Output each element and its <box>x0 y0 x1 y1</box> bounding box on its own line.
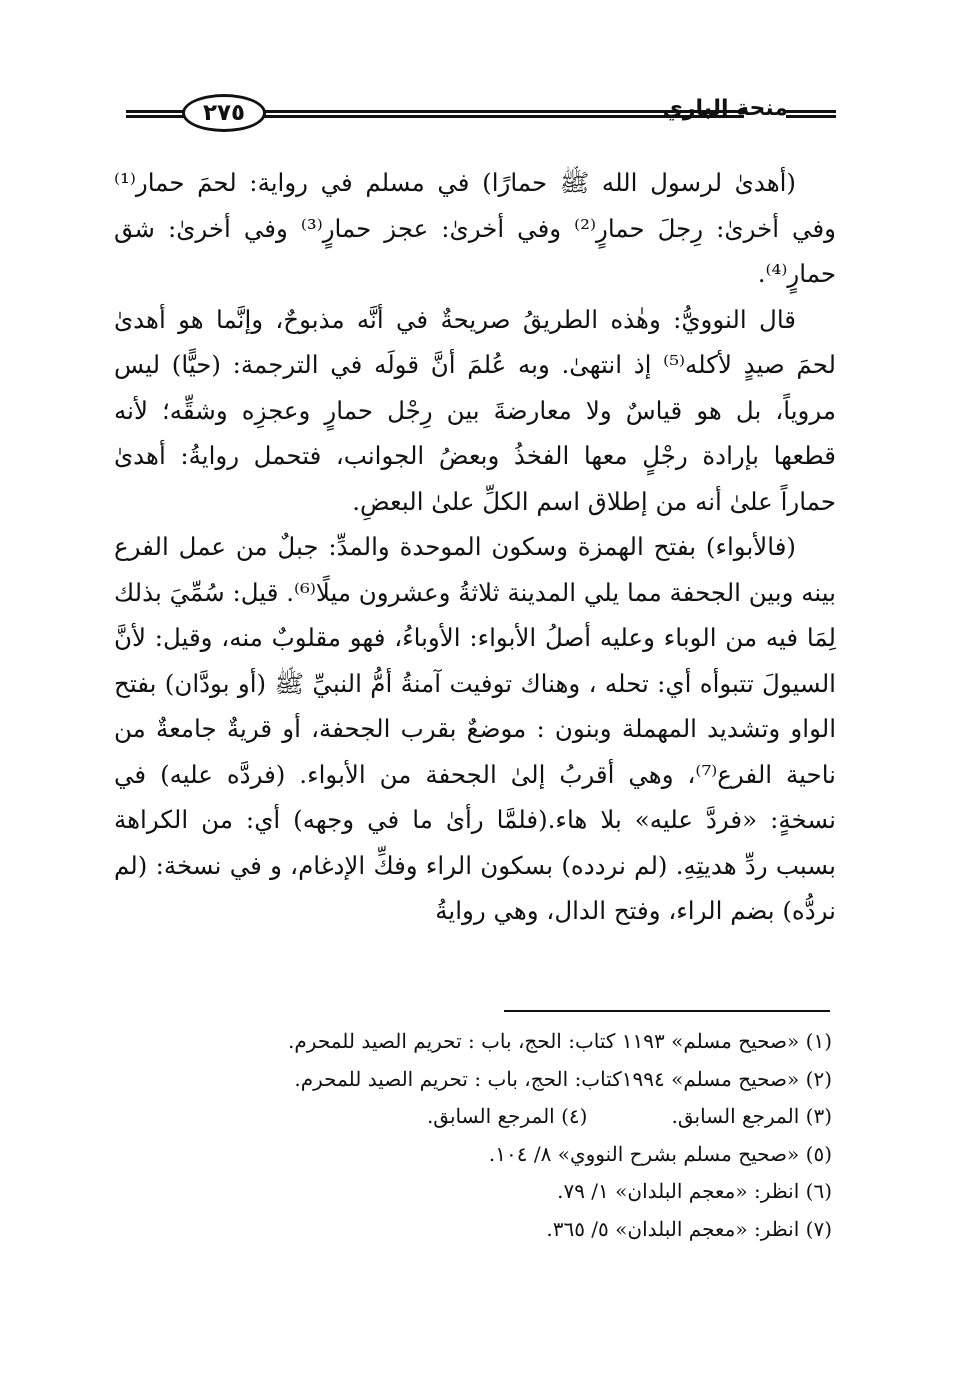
footnote-6: (٦) انظر: «معجم البلدان» ١/ ٧٩. <box>557 1179 832 1203</box>
footnote-5: (٥) «صحيح مسلم بشرح النووي» ٨/ ١٠٤. <box>488 1141 832 1166</box>
footnotes <box>140 1023 832 1248</box>
footnote-2: (٢) «صحيح مسلم» ١٩٩٤كتاب: الحج، باب : تحريم الصيد للمحرم. <box>294 1066 832 1091</box>
footnote-3: (٣) المرجع السابق. <box>671 1104 832 1128</box>
footnote-4: (٤) المرجع السابق. <box>426 1104 588 1128</box>
page-header <box>126 92 836 138</box>
header-rule-right <box>786 110 836 118</box>
footnote-7: (٧) انظر: «معجم البلدان» ٥/ ٣٦٥. <box>546 1216 832 1241</box>
footnote-1: (١) «صحيح مسلم» ١١٩٣ كتاب: الحج، باب : تحريم الصيد للمحرم. <box>288 1029 832 1053</box>
book-title: منحة الباري <box>662 96 788 121</box>
paragraph: قال النوويُّ: وهٰذه الطريقُ صريحةٌ في أنَّه مذبوحٌ، وإنَّما هو أهدىٰ لحمَ صيدٍ لأكله⁽⁵⁾ إذ انتهىٰ. وبه عُلمَ أنَّ قولَه في الترجمة: (حيًّا) ليس مروياً، بل هو قياسٌ ولا معارضةَ بين رِجْل حمارٍ وعجزِه وشقِّه؛ لأنه قطعها بإرادة رجْلٍ معها الفخذُ وبعضُ الجوانب، فتحمل روايةُ: أهدىٰ حماراً علىٰ أنه من إطلاق اسم الكلِّ علىٰ البعضِ. <box>114 304 836 516</box>
page-number: ٢٧٥ <box>182 94 266 132</box>
footnote-separator <box>504 1010 830 1012</box>
paragraph: (فالأبواء) بفتح الهمزة وسكون الموحدة والمدِّ: جبلٌ من عمل الفرع بينه وبين الجحفة مما يلي المدينة ثلاثةُ وعشرون ميلًا⁽⁶⁾. قيل: سُمِّيَ بذلك لِمَا فيه من الوباء وعليه أصلُ الأبواء: الأوباءُ، فهو مقلوبٌ منه، وقيل: لأنَّ السيولَ تتبوأه أي: تحله ، وهناك توفيت آمنةُ أمُّ النبيِّ ﷺ (أو بودَّان) بفتح الواو وتشديد المهملة وبنون : موضعٌ بقرب الجحفة، أو قريةٌ جامعةٌ من ناحية الفرع⁽⁷⁾، وهي أقربُ إلىٰ الجحفة من الأبواء. (فردَّه عليه) في نسخةٍ: «فردَّ عليه» بلا هاء.(فلمَّا رأىٰ ما في وجهه) أي: من الكراهة بسبب ردِّ هديتِهِ. (لم نردده) بسكون الراء وفكِّ الإدغام، و في نسخة: (لم نردُّه) بضم الراء، وفتح الدال، وهي روايةُ <box>114 532 836 925</box>
footnote-row-3-4 <box>140 1098 832 1136</box>
main-text <box>114 160 836 934</box>
paragraph: (أهدىٰ لرسول الله ﷺ حمارًا) في مسلم في رواية: لحمَ حمار⁽¹⁾ وفي أخرىٰ: رِجلَ حمارٍ⁽²⁾ وفي أخرىٰ: عجز حمارٍ⁽³⁾ وفي أخرىٰ: شق حمارٍ⁽⁴⁾. <box>114 168 837 288</box>
